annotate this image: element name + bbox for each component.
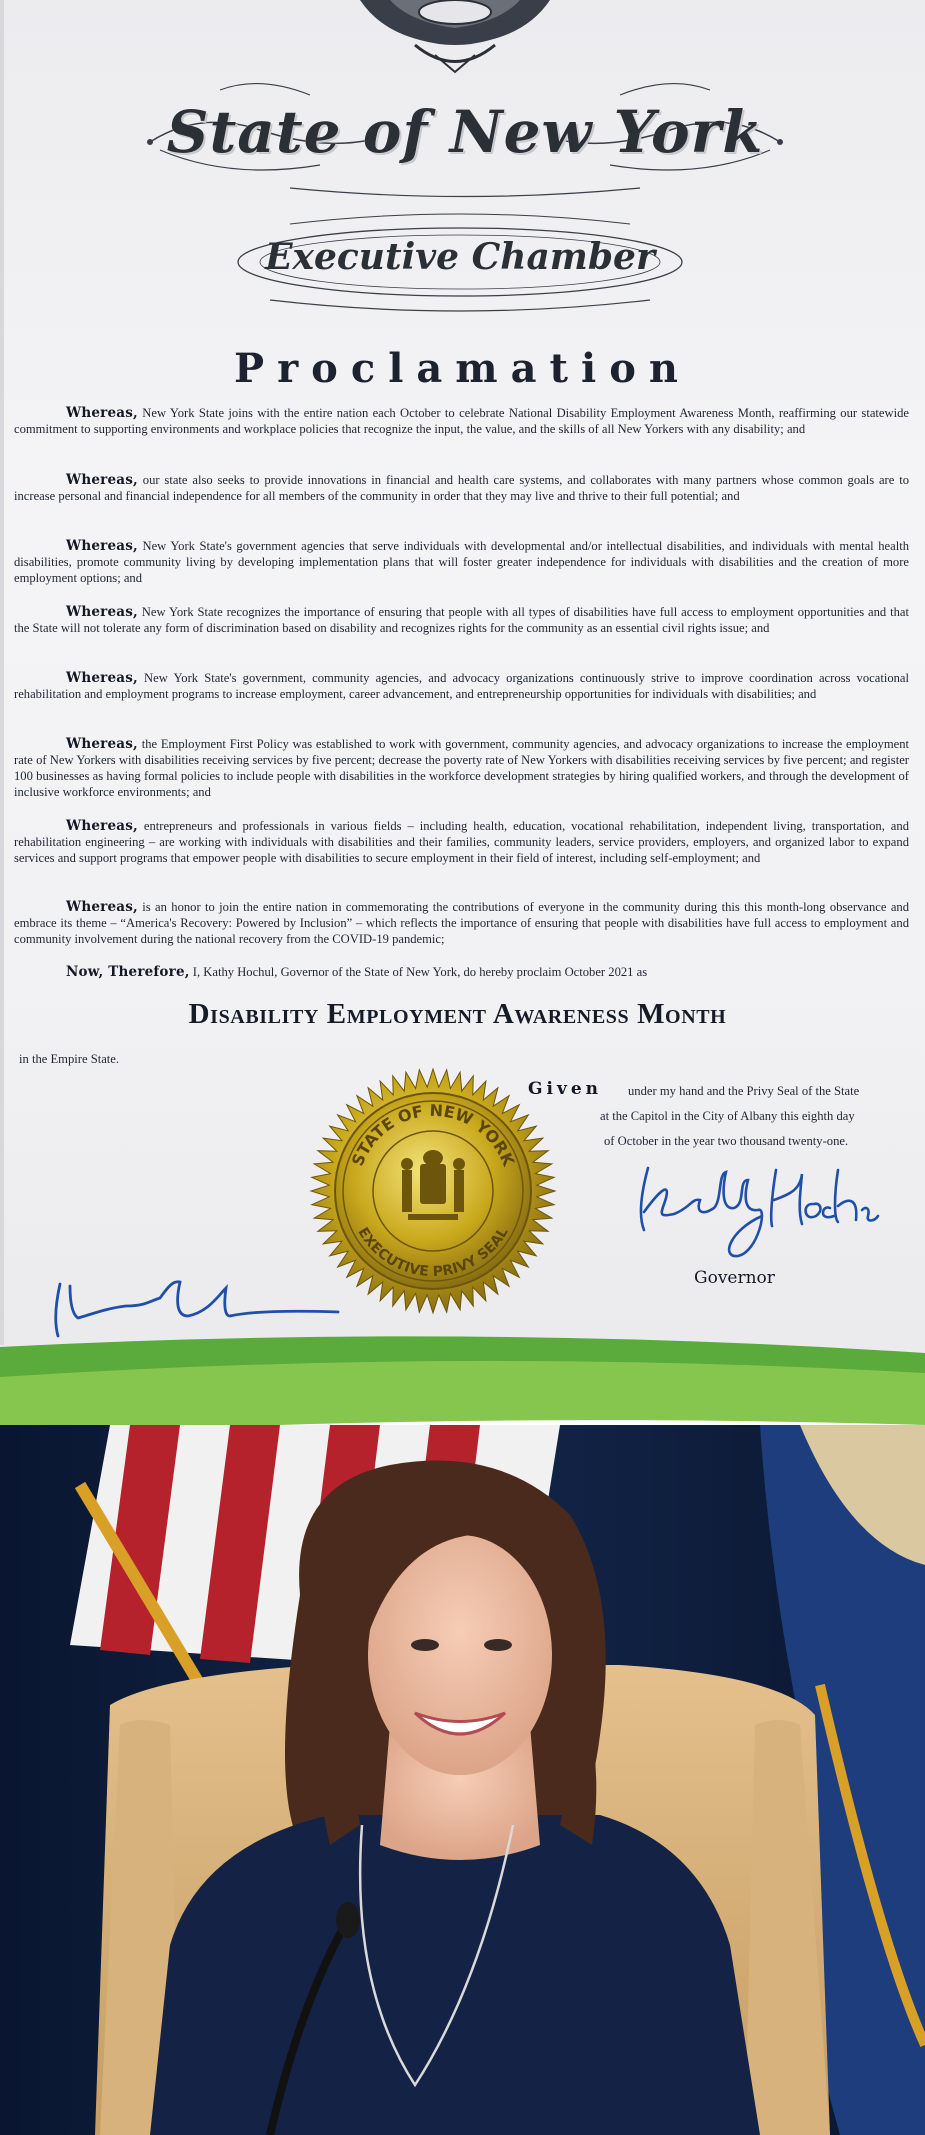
now-therefore-lead: Now, Therefore,	[66, 964, 190, 980]
chamber-title-block	[230, 210, 690, 320]
paragraph-text: New York State joins with the entire nation each October to celebrate National Disability Employment Awareness Month, reaffirming our statewide commitment to supporting environments and workplace policies that recognize the input, the value, and the skills of all New Yorkers with any disability; and	[14, 406, 909, 436]
state-title-block	[140, 70, 790, 200]
proclamation-heading: Proclamation	[234, 345, 691, 392]
state-crest-emblem	[320, 0, 590, 75]
whereas-lead: Whereas,	[66, 472, 138, 488]
paragraph-text: our state also seeks to provide innovations in financial and health care systems, and collaborates with many partners whose common goals are to increase personal and financial independence for all members of the community in order that they may live and thrive to their full potential; and	[14, 473, 909, 503]
whereas-paragraph	[14, 604, 909, 636]
whereas-lead: Whereas,	[66, 405, 138, 421]
state-title: State of New York	[166, 98, 764, 166]
given-line: of October in the year two thousand twenty-one.	[604, 1134, 849, 1148]
person-body	[150, 1815, 760, 2135]
whereas-paragraph	[14, 899, 909, 947]
paragraph-text: New York State recognizes the importance of ensuring that people with all types of disabilities have full access to employment opportunities and that the State will not tolerate any form of discrimination based on disability and recognizes rights for the community as an essential civil rights issue; and	[14, 605, 909, 635]
paragraph-text: entrepreneurs and professionals in various fields – including health, education, vocational rehabilitation, independent living, transportation, and rehabilitation engineering – are working with individuals with disabilities and their families, community leaders, service providers, employers, and organized labor to expand services and support programs that empower people with disabilities to secure employment in their field of interest, including self-employment; and	[14, 819, 909, 865]
whereas-paragraph	[14, 818, 909, 866]
whereas-paragraph	[14, 736, 909, 800]
empire-state-line: in the Empire State.	[19, 1052, 120, 1066]
whereas-paragraph	[14, 670, 909, 702]
paragraph-text: is an honor to join the entire nation in commemorating the contributions of everyone in the community during this this month-long observance and embrace its theme – “America's Recovery: Powered by Inclusion” – which reflects the importance of ensuring that people with disabilities have full access to employment and community involvement during the national recovery from the COVID-19 pandemic;	[14, 900, 909, 946]
given-line: under my hand and the Privy Seal of the State	[628, 1084, 860, 1098]
governor-signature	[630, 1160, 880, 1270]
proclaimed-month-title: Disability Employment Awareness Month	[188, 998, 727, 1030]
paragraph-text: New York State's government agencies that serve individuals with developmental and/or intellectual disabilities, and individuals with mental health disabilities, promote community living by developing implementation plans that will foster greater independence for individuals with disabilities and the creation of more employment options; and	[14, 539, 909, 585]
seal-text-top: STATE OF NEW YORK	[347, 1100, 519, 1169]
whereas-paragraph	[14, 405, 909, 437]
whereas-lead: Whereas,	[66, 604, 138, 620]
whereas-paragraph	[14, 472, 909, 504]
paragraph-text: the Employment First Policy was established to work with government, community agencies, and advocacy organizations to increase the employment rate of New Yorkers with disabilities receiving services by five percent; decrease the poverty rate of New Yorkers with disabilities receiving services by five percent; and register 100 businesses as having formal policies to include people with disabilities in the workforce development strategies by hiring qualified workers, and through the development of inclusive workforce environments; and	[14, 737, 909, 799]
chamber-title: Executive Chamber	[265, 236, 655, 278]
governor-photo	[0, 1425, 925, 2135]
whereas-lead: Whereas,	[66, 736, 138, 752]
whereas-lead: Whereas,	[66, 899, 138, 915]
whereas-lead: Whereas,	[66, 670, 138, 686]
whereas-lead: Whereas,	[66, 538, 138, 554]
now-therefore-paragraph	[14, 964, 909, 980]
whereas-paragraph	[14, 538, 909, 586]
given-word: Given	[528, 1079, 603, 1099]
whereas-lead: Whereas,	[66, 818, 138, 834]
given-line: at the Capitol in the City of Albany this eighth day	[600, 1109, 855, 1123]
seal-text-bottom: EXECUTIVE PRIVY SEAL	[354, 1224, 512, 1281]
governor-label: Governor	[694, 1268, 775, 1288]
paragraph-text: I, Kathy Hochul, Governor of the State of New York, do hereby proclaim October 2021 as	[189, 965, 648, 979]
paragraph-text: New York State's government, community agencies, and advocacy organizations continuously strive to improve coordination across vocational rehabilitation and employment programs to increase employment, career advancement, and entrepreneurship opportunities for individuals with disabilities; and	[14, 671, 909, 701]
